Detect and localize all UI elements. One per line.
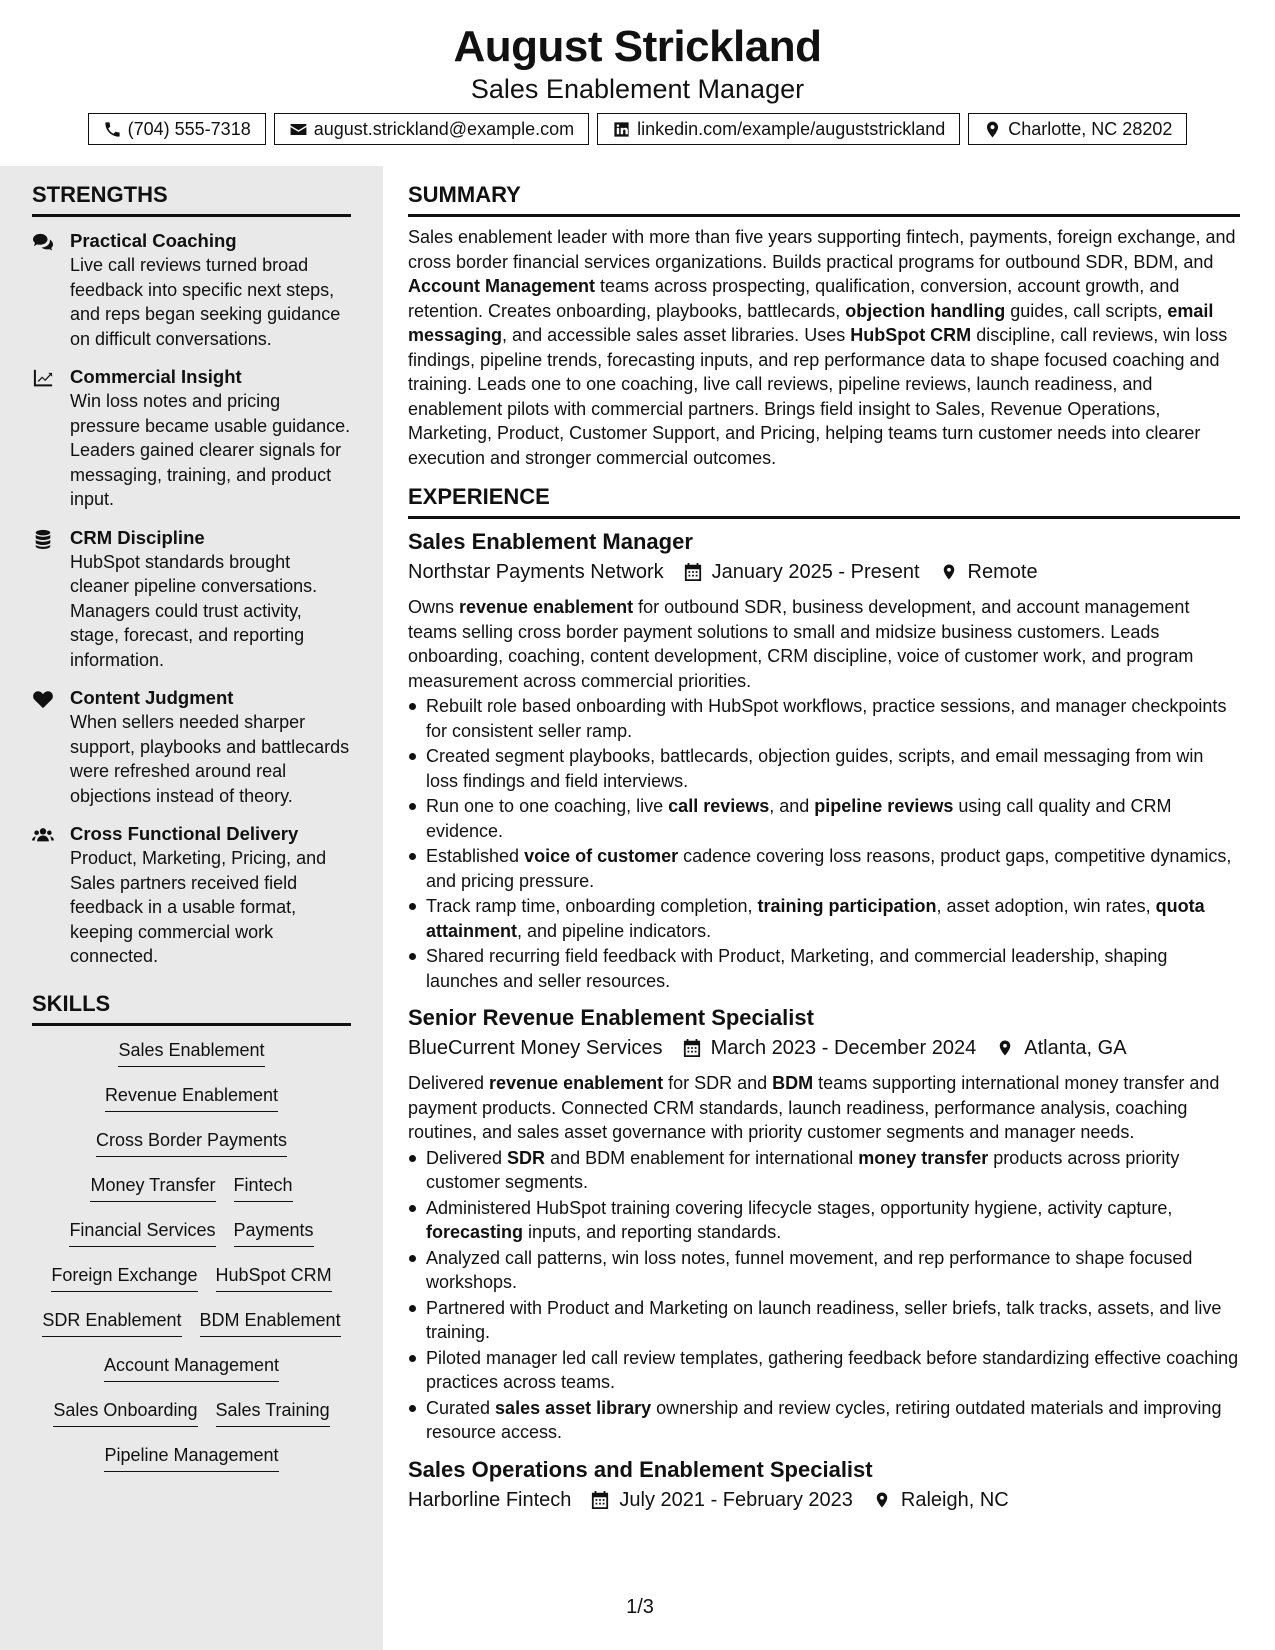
job-title: Sales Enablement Manager [408, 529, 693, 554]
text-run: Run one to one coaching, live [426, 796, 669, 816]
job-entry [408, 1003, 1240, 1445]
strength-title: CRM Discipline [70, 526, 205, 548]
job-entry [408, 527, 1240, 993]
bold-text: Account Management [408, 276, 596, 296]
skill-tag: BDM Enablement [200, 1308, 341, 1337]
heart-icon [32, 689, 54, 709]
strength-title: Practical Coaching [70, 230, 237, 251]
strength-desc: Product, Marketing, Pricing, and Sales partners received field feedback in a usable format, keeping commercial work connected. [70, 848, 327, 966]
skill-row [105, 1083, 278, 1128]
list-item [408, 894, 1240, 943]
resume-header [0, 0, 1275, 166]
text-run: Analyzed call patterns, win loss notes, funnel movement, and rep performance to shape focused workshops. [426, 1247, 1193, 1292]
strength-title: Content Judgment [70, 687, 234, 708]
skill-row [104, 1443, 278, 1488]
job-location: Atlanta, GA [1024, 1037, 1127, 1059]
skills-list [32, 1038, 351, 1488]
text-run: discipline, call reviews, win loss findings, pipeline trends, forecasting inputs, and rep performance data to shape focused coaching and training. Leads one to one coaching, live call reviews, pipeline reviews, launch readiness, and enablement pilots with commercial partners. Brings field insight to Sales, Revenue Operations, Marketing, Product, Customer Support, and Pricing, helping teams turn customer needs into clearer execution and stronger commercial outcomes. [408, 325, 1228, 468]
text-run: ownership and review cycles, retiring outdated materials and improving resource access. [426, 1397, 1222, 1442]
bold-text: BDM [772, 1073, 814, 1093]
skill-tag: SDR Enablement [42, 1308, 181, 1337]
text-run: Delivered [426, 1147, 508, 1168]
map-pin-icon [940, 562, 958, 582]
skill-row [90, 1173, 292, 1218]
text-run: inputs, and reporting standards. [523, 1222, 782, 1242]
envelope-icon [289, 120, 308, 139]
text-run: Administered HubSpot training covering lifecycle stages, opportunity hygiene, activity capture, [426, 1197, 1173, 1218]
chart-line-icon [32, 368, 54, 388]
experience-list [408, 527, 1240, 1515]
contact-linkedin-text: linkedin.com/example/auguststrickland [637, 118, 946, 139]
list-item [408, 844, 1240, 893]
users-icon [32, 825, 54, 845]
skill-tag: Revenue Enablement [105, 1083, 278, 1112]
skill-tag: Pipeline Management [104, 1443, 278, 1472]
skill-tag: Financial Services [69, 1218, 215, 1247]
text-run: Owns [408, 597, 460, 617]
job-dates: January 2025 - Present [711, 561, 920, 583]
strengths-heading: STRENGTHS [32, 182, 351, 217]
sidebar [0, 166, 383, 1650]
text-run: , and [769, 796, 815, 816]
text-run: guides, call scripts, [1005, 300, 1168, 321]
strength-item [32, 686, 351, 808]
strength-desc: HubSpot standards brought cleaner pipeline conversations. Managers could trust activity, stage, forecast, and reporting information. [70, 551, 318, 670]
contact-email[interactable] [274, 113, 589, 145]
bold-text: HubSpot CRM [850, 325, 972, 345]
linkedin-icon [612, 120, 631, 139]
text-run: for outbound SDR, business development, and account management teams selling cross border payment solutions to small and midsize business customers. Leads onboarding, coaching, content development, CRM discipline, voice of customer work, and program measurement across commercial priorities. [408, 597, 1194, 691]
list-item [408, 794, 1240, 843]
text-run: Created segment playbooks, battlecards, objection guides, scripts, and email messaging from win loss findings and field interviews. [426, 746, 1204, 791]
text-run: for SDR and [663, 1073, 773, 1093]
skill-row [104, 1353, 279, 1398]
summary-text [408, 225, 1240, 470]
skill-row [51, 1263, 331, 1308]
contact-row [0, 113, 1275, 145]
list-item [408, 1296, 1240, 1345]
page-number: 1/3 [626, 1596, 654, 1618]
summary-heading: SUMMARY [408, 182, 1240, 217]
strength-desc: Win loss notes and pricing pressure became usable guidance. Leaders gained clearer signals for messaging, training, and product input. [70, 391, 351, 509]
job-description [408, 1071, 1240, 1145]
bold-text: call reviews [668, 796, 770, 816]
text-run: cadence covering loss reasons, product gaps, competitive dynamics, and pricing pressure. [426, 846, 1232, 891]
text-run: Curated [426, 1397, 496, 1418]
bold-text: email messaging [408, 300, 1214, 345]
job-description [408, 595, 1240, 693]
skill-tag: Sales Onboarding [53, 1398, 197, 1427]
job-bullets [408, 694, 1240, 993]
job-bullets [408, 1146, 1240, 1445]
contact-linkedin[interactable] [597, 113, 960, 145]
skill-row [42, 1308, 340, 1353]
skill-tag: Sales Enablement [118, 1038, 264, 1067]
job-meta [408, 1485, 1240, 1515]
map-pin-icon [996, 1038, 1014, 1058]
text-run: Shared recurring field feedback with Product, Marketing, and commercial leadership, shaping launches and seller resources. [426, 946, 1168, 991]
database-icon [32, 529, 54, 549]
text-run: teams supporting international money transfer and payment products. Connected CRM standards, launch readiness, performance analysis, coaching routines, and sales asset governance with priority customer segments and manager needs. [408, 1073, 1220, 1142]
bold-text: revenue enablement [459, 597, 634, 617]
strength-title: Cross Functional Delivery [70, 823, 299, 844]
candidate-title: Sales Enablement Manager [470, 74, 805, 104]
skill-row [53, 1398, 329, 1443]
bold-text: training participation [757, 896, 937, 916]
job-company: Harborline Fintech [408, 1488, 572, 1511]
text-run: , and accessible sales asset libraries. Uses [502, 325, 851, 345]
text-run: , asset adoption, win rates, [936, 896, 1156, 916]
experience-heading: EXPERIENCE [408, 484, 1240, 519]
job-dates: July 2021 - February 2023 [619, 1488, 853, 1511]
skill-row [118, 1038, 264, 1083]
strength-desc: Live call reviews turned broad feedback into specific next steps, and reps began seeking guidance on difficult conversations. [70, 255, 341, 349]
job-location: Raleigh, NC [900, 1488, 1009, 1511]
list-item [408, 1346, 1240, 1395]
text-run: using call quality and CRM evidence. [426, 796, 1172, 841]
main-content [408, 166, 1240, 1523]
bold-text: SDR [507, 1147, 546, 1168]
bold-text: objection handling [845, 300, 1006, 321]
contact-location-text: Charlotte, NC 28202 [1008, 118, 1173, 139]
skill-tag: Account Management [104, 1353, 279, 1382]
skill-tag: HubSpot CRM [216, 1263, 332, 1292]
skill-tag: Fintech [234, 1173, 293, 1202]
comments-icon [32, 232, 54, 252]
bold-text: pipeline reviews [814, 796, 954, 816]
list-item [408, 694, 1240, 743]
list-item [408, 744, 1240, 793]
skill-tag: Cross Border Payments [96, 1128, 287, 1157]
text-run: teams across prospecting, qualification, conversion, account growth, and retention. Creates onboarding, playbooks, battlecards, [408, 276, 1180, 321]
text-run: products across priority customer segments. [426, 1147, 1180, 1192]
job-title: Sales Operations and Enablement Specialist [408, 1456, 873, 1482]
text-run: Sales enablement leader with more than five years supporting fintech, payments, foreign exchange, and cross border financial services organizations. Builds practical programs for outbound SDR, BDM, and [408, 227, 1236, 272]
strength-title: Commercial Insight [70, 366, 242, 387]
job-meta [408, 1033, 1240, 1063]
job-company: Northstar Payments Network [408, 561, 664, 583]
text-run: and BDM enablement for international [545, 1147, 859, 1168]
bold-text: money transfer [858, 1147, 989, 1168]
strength-item [32, 822, 351, 969]
calendar-icon [683, 1038, 701, 1058]
list-item [408, 1246, 1240, 1295]
list-item [408, 1146, 1240, 1195]
list-item [408, 1196, 1240, 1245]
strength-item [32, 365, 351, 512]
bold-text: voice of customer [524, 846, 679, 866]
strength-desc: When sellers needed sharper support, playbooks and battlecards were refreshed around real objections instead of theory. [70, 712, 350, 806]
job-title: Senior Revenue Enablement Specialist [408, 1005, 814, 1030]
skill-tag: Money Transfer [90, 1173, 215, 1202]
text-run: Partnered with Product and Marketing on launch readiness, seller briefs, talk tracks, assets, and live training. [426, 1297, 1222, 1342]
text-run: Established [426, 846, 525, 866]
contact-phone-text: (704) 555-7318 [127, 118, 251, 139]
list-item [408, 1396, 1240, 1445]
calendar-icon [591, 1490, 609, 1510]
job-meta [408, 557, 1240, 587]
job-company: BlueCurrent Money Services [408, 1037, 663, 1059]
candidate-name: August Strickland [453, 22, 822, 71]
text-run: Rebuilt role based onboarding with HubSpot workflows, practice sessions, and manager checkpoints for consistent seller ramp. [426, 696, 1227, 741]
contact-location [968, 113, 1187, 145]
skill-tag: Foreign Exchange [51, 1263, 197, 1292]
skills-heading: SKILLS [32, 991, 351, 1026]
job-location: Remote [967, 561, 1038, 583]
bold-text: forecasting [426, 1222, 524, 1242]
bold-text: quota attainment [426, 896, 1205, 941]
skill-tag: Sales Training [216, 1398, 330, 1427]
text-run: , and pipeline indicators. [517, 920, 712, 941]
job-entry [408, 1455, 1240, 1515]
skill-tag: Payments [234, 1218, 314, 1247]
calendar-icon [684, 562, 702, 582]
job-dates: March 2023 - December 2024 [710, 1037, 977, 1059]
map-pin-icon [873, 1490, 891, 1510]
phone-icon [103, 120, 122, 139]
bold-text: revenue enablement [489, 1073, 664, 1093]
skill-row [96, 1128, 287, 1173]
skill-row [69, 1218, 313, 1263]
map-pin-icon [983, 120, 1002, 139]
list-item [408, 944, 1240, 993]
strength-item [32, 229, 351, 351]
bold-text: sales asset library [495, 1397, 652, 1418]
text-run: Delivered [408, 1073, 490, 1093]
text-run: Track ramp time, onboarding completion, [426, 896, 758, 916]
contact-phone[interactable] [88, 113, 266, 145]
contact-email-text: august.strickland@example.com [313, 118, 575, 139]
text-run: Piloted manager led call review templates, gathering feedback before standardizing effective coaching practices across teams. [426, 1347, 1239, 1392]
strength-item [32, 526, 351, 673]
